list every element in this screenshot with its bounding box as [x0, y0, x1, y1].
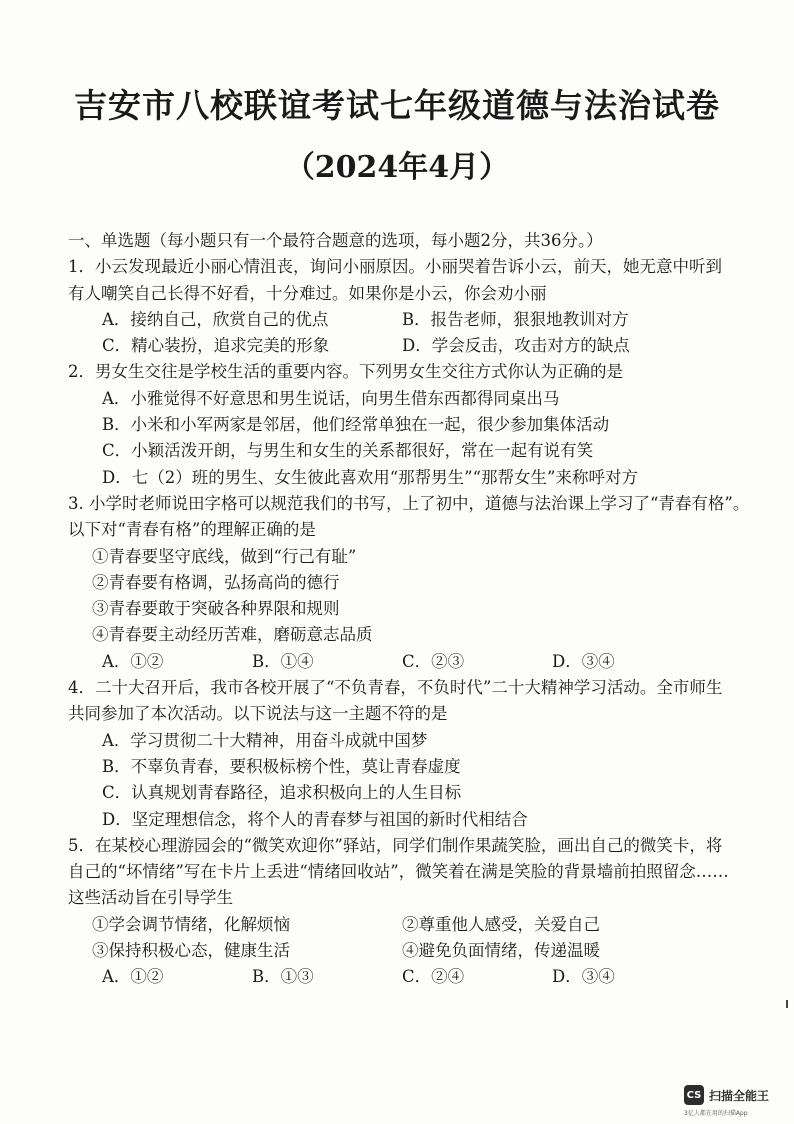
statement-row: [68, 938, 768, 964]
question-stem-line: 2．男女生交往是学校生活的重要内容。下列男女生交往方式你认为正确的是: [68, 362, 623, 382]
question-stem-line: 1．小云发现最近小丽心情沮丧，询问小丽原因。小丽哭着告诉小云，前天，她无意中听到: [68, 257, 722, 277]
option-c: C．认真规划青春路径，追求积极向上的人生目标: [102, 783, 462, 803]
option-d: D．学会反击，攻击对方的缺点: [402, 336, 630, 356]
option-a: A．学习贯彻二十大精神，用奋斗成就中国梦: [102, 730, 428, 750]
statement-2: ②尊重他人感受，关爱自己: [402, 914, 600, 934]
option-d: D．③④: [552, 651, 615, 671]
question-4: [68, 675, 768, 833]
option-c: C．精心装扮，追求完美的形象: [102, 336, 330, 356]
option-a: A．①②: [102, 651, 164, 671]
question-stem-line: 共同参加了本次活动。以下说法与这一主题不符的是: [68, 704, 448, 724]
question-stem-line: 自己的“坏情绪”写在卡片上丢进“情绪回收站”，微笑着在满是笑脸的背景墙前拍照留念……: [68, 862, 729, 882]
option-row: [68, 649, 768, 675]
watermark-tagline: 3亿人都在用的扫描App: [684, 1110, 748, 1117]
section-title: 一、单选题（每小题只有一个最符合题意的选项，每小题2分，共36分。）: [68, 231, 603, 250]
exam-content: [68, 228, 768, 991]
option-row: [68, 333, 768, 359]
option-c: C．②④: [402, 967, 465, 987]
question-stem-line: 3. 小学时老师说田字格可以规范我们的书写，上了初中，道德与法治课上学习了“青春有格”。: [68, 493, 750, 513]
question-stem-line: 以下对“青春有格”的理解正确的是: [68, 520, 316, 540]
watermark-name: 扫描全能王: [709, 1088, 770, 1103]
option-b: B．小米和小军两家是邻居，他们经常单独在一起，很少参加集体活动: [102, 415, 610, 435]
statement-1: ①青春要坚守底线，做到“行己有耻”: [92, 546, 357, 566]
page-subtitle: （2024年4月）: [284, 150, 510, 185]
question-stem-line: 有人嘲笑自己长得不好看，十分难过。如果你是小云，你会劝小丽: [68, 283, 547, 303]
option-a: A．①②: [102, 967, 164, 987]
question-5: [68, 833, 768, 991]
option-b: B．①④: [252, 651, 314, 671]
option-b: B．①③: [252, 967, 314, 987]
option-row: [68, 964, 768, 990]
statement-3: ③青春要敢于突破各种界限和规则: [92, 599, 340, 619]
option-d: D．③④: [552, 967, 615, 987]
camscanner-logo-icon: CS: [684, 1085, 704, 1105]
question-2: [68, 359, 768, 490]
option-b: B．报告老师，狠狠地教训对方: [402, 309, 629, 329]
statement-1: ①学会调节情绪，化解烦恼: [92, 914, 290, 934]
statement-2: ②青春要有格调，弘扬高尚的德行: [92, 572, 340, 592]
statement-4: ④青春要主动经历苦难，磨砺意志品质: [92, 625, 373, 645]
page-title: 吉安市八校联谊考试七年级道德与法治试卷: [74, 86, 720, 125]
statement-3: ③保持积极心态，健康生活: [92, 941, 290, 961]
scanner-watermark: [684, 1085, 769, 1105]
statement-4: ④避免负面情绪，传递温暖: [402, 941, 600, 961]
option-c: C．小颖活泼开朗，与男生和女生的关系都很好，常在一起有说有笑: [102, 441, 594, 461]
scan-mark: [786, 1000, 788, 1008]
question-3: [68, 491, 768, 675]
option-b: B．不辜负青春，要积极标榜个性，莫让青春虚度: [102, 756, 461, 776]
question-1: [68, 254, 768, 359]
option-row: [68, 307, 768, 333]
statement-row: [68, 912, 768, 938]
question-stem-line: 4．二十大召开后，我市各校开展了“不负青春，不负时代”二十大精神学习活动。全市师生: [68, 678, 723, 698]
question-stem-line: 5．在某校心理游园会的“微笑欢迎你”驿站，同学们制作果蔬笑脸，画出自己的微笑卡，将: [68, 835, 723, 855]
option-c: C．②③: [402, 651, 465, 671]
option-a: A．接纳自己，欣赏自己的优点: [102, 309, 329, 329]
option-a: A．小雅觉得不好意思和男生说话，向男生借东西都得同桌出马: [102, 388, 560, 408]
option-d: D．七（2）班的男生、女生彼此喜欢用“那帮男生”“那帮女生”来称呼对方: [102, 467, 638, 487]
option-d: D．坚定理想信念，将个人的青春梦与祖国的新时代相结合: [102, 809, 528, 829]
question-stem-line: 这些活动旨在引导学生: [68, 888, 233, 908]
